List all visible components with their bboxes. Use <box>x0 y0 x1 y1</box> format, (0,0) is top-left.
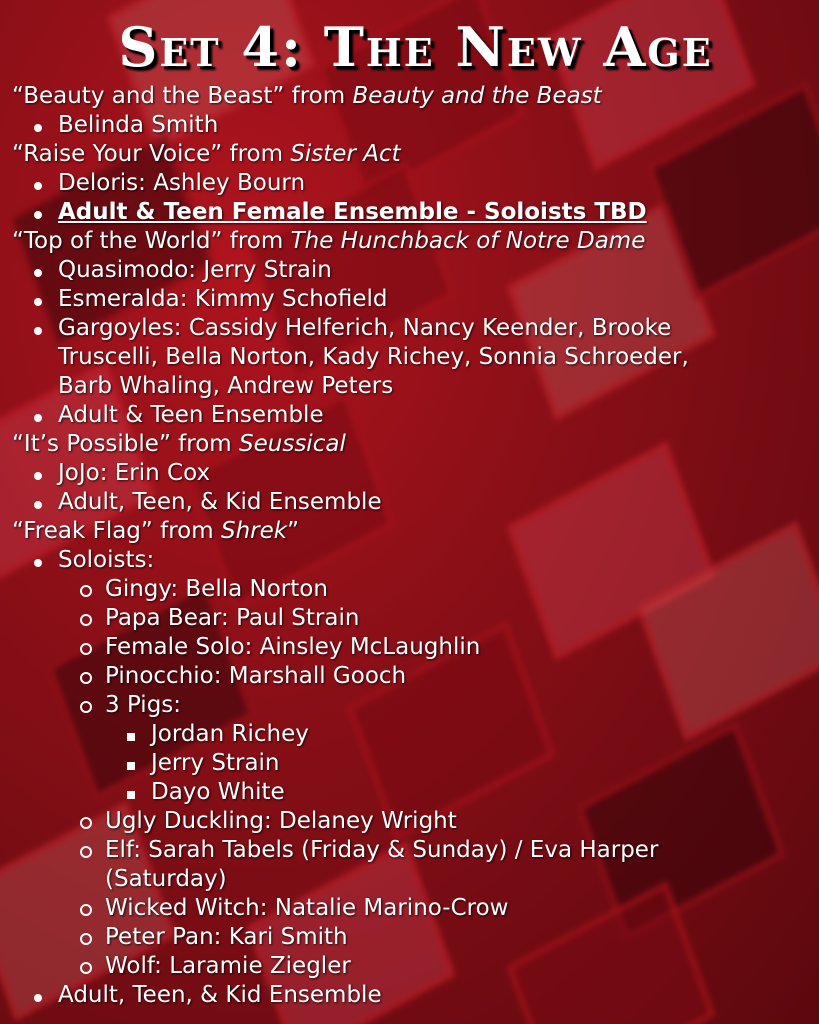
list-item: Gargoyles: Cassidy Helferich, Nancy Keender, Brooke <box>12 314 819 343</box>
show-title: Beauty and the Beast <box>352 83 602 109</box>
square-bullet-icon <box>127 778 135 807</box>
circle-bullet-icon <box>80 633 92 663</box>
sub-list-item: Pinocchio: Marshall Gooch <box>12 662 819 691</box>
circle-bullet-icon <box>80 604 92 634</box>
song-connector: from <box>284 83 353 109</box>
list-item: Adult, Teen, & Kid Ensemble <box>12 981 819 1010</box>
sub-list-item: 3 Pigs: <box>12 691 819 720</box>
song-heading <box>12 430 819 459</box>
song-connector: from <box>152 518 221 544</box>
song-heading <box>12 82 819 111</box>
circle-bullet-icon <box>80 807 92 837</box>
bullet-icon <box>34 546 42 575</box>
song-title: “It’s Possible” <box>12 431 171 457</box>
sub-sub-list-item: Jordan Richey <box>12 720 819 749</box>
circle-bullet-icon <box>80 662 92 692</box>
list-item: Soloists: <box>12 546 819 575</box>
list-item: Adult & Teen Ensemble <box>12 401 819 430</box>
sub-list-item: Wolf: Laramie Ziegler <box>12 952 819 981</box>
circle-bullet-icon <box>80 691 92 721</box>
list-item <box>12 198 819 227</box>
page-title: Set 4: The New Age <box>118 15 713 79</box>
song-connector: from <box>222 141 291 167</box>
song-heading <box>12 517 819 546</box>
song-title: “Freak Flag” <box>12 518 153 544</box>
bullet-icon <box>34 981 42 1010</box>
circle-bullet-icon <box>80 923 92 953</box>
sub-list-item-continuation: (Saturday) <box>105 866 227 892</box>
circle-bullet-icon <box>80 894 92 924</box>
show-title: The Hunchback of Notre Dame <box>290 228 646 254</box>
song-title: “Top of the World” <box>12 228 223 254</box>
list-item: Adult, Teen, & Kid Ensemble <box>12 488 819 517</box>
sub-list-item: Wicked Witch: Natalie Marino-Crow <box>12 894 819 923</box>
song-suffix: ” <box>287 518 300 544</box>
sub-list-item: Gingy: Bella Norton <box>12 575 819 604</box>
setlist <box>12 82 819 1010</box>
square-bullet-icon <box>127 749 135 778</box>
song-heading <box>12 140 819 169</box>
list-item-continuation: Barb Whaling, Andrew Peters <box>58 373 394 399</box>
circle-bullet-icon <box>80 952 92 982</box>
list-item: Deloris: Ashley Bourn <box>12 169 819 198</box>
list-item: Esmeralda: Kimmy Schofield <box>12 285 819 314</box>
list-item: Belinda Smith <box>12 111 819 140</box>
show-title: Sister Act <box>290 141 401 167</box>
circle-bullet-icon <box>80 836 92 866</box>
song-title: “Beauty and the Beast” <box>12 83 285 109</box>
bullet-icon <box>34 401 42 430</box>
bullet-icon <box>34 314 42 343</box>
sub-list-item: Female Solo: Ainsley McLaughlin <box>12 633 819 662</box>
list-item-continuation: Truscelli, Bella Norton, Kady Richey, Sonnia Schroeder, <box>58 344 689 370</box>
ensemble-highlight: Adult & Teen Female Ensemble - Soloists TBD <box>58 199 647 225</box>
sub-list-item: Papa Bear: Paul Strain <box>12 604 819 633</box>
show-title: Shrek <box>220 518 288 544</box>
list-item: Quasimodo: Jerry Strain <box>12 256 819 285</box>
bullet-icon <box>34 285 42 314</box>
sub-sub-list-item: Jerry Strain <box>12 749 819 778</box>
song-title: “Raise Your Voice” <box>12 141 223 167</box>
bullet-icon <box>34 198 42 227</box>
show-title: Seussical <box>239 431 346 457</box>
sub-list-item: Elf: Sarah Tabels (Friday & Sunday) / Eva Harper <box>12 836 819 865</box>
bullet-icon <box>34 256 42 285</box>
song-connector: from <box>170 431 240 457</box>
sub-list-item: Peter Pan: Kari Smith <box>12 923 819 952</box>
song-heading <box>12 227 819 256</box>
bullet-icon <box>34 488 42 517</box>
bullet-icon <box>34 111 42 140</box>
sub-list-item: Ugly Duckling: Delaney Wright <box>12 807 819 836</box>
square-bullet-icon <box>127 720 135 749</box>
song-connector: from <box>222 228 291 254</box>
circle-bullet-icon <box>80 575 92 605</box>
sub-sub-list-item: Dayo White <box>12 778 819 807</box>
bullet-icon <box>34 169 42 198</box>
bullet-icon <box>34 459 42 488</box>
list-item: JoJo: Erin Cox <box>12 459 819 488</box>
